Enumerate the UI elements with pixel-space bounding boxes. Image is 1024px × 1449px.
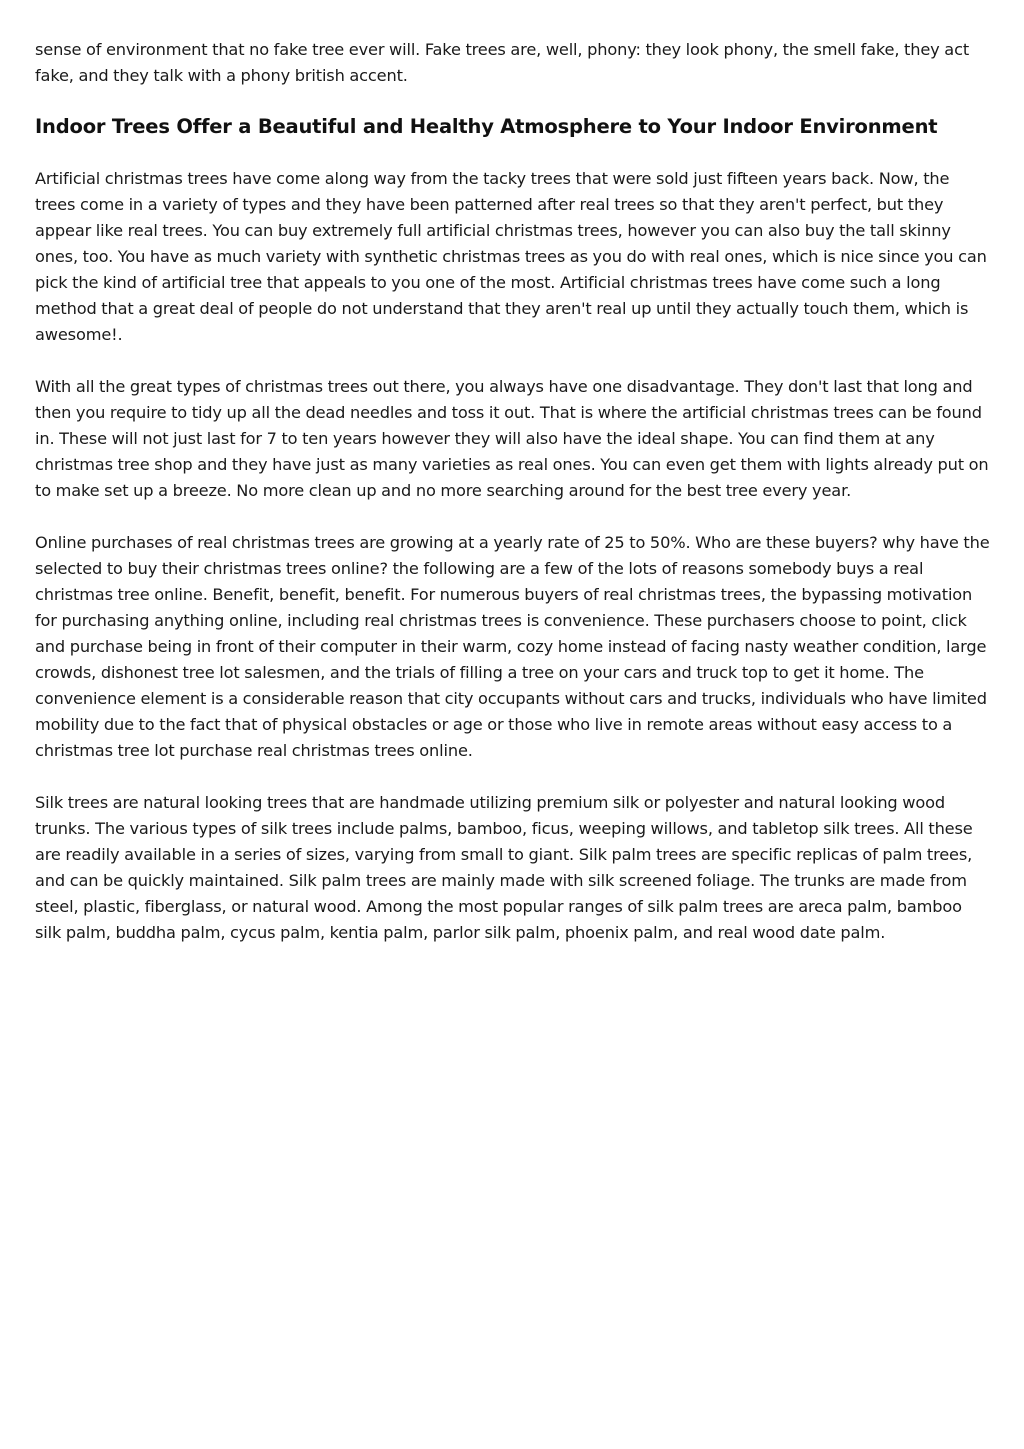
paragraph-artificial-trees: Artificial christmas trees have come along way from the tacky trees that were sold just fifteen years back. Now, the trees come in a variety of types and they have been patterned after real trees so that they aren't perfect, but they appear like real trees. You can buy extremely full artificial christmas trees, however you can also buy the tall skinny ones, too. You have as much variety with synthetic christmas trees as you do with real ones, which is nice since you can pick the kind of artificial tree that appeals to you one of the most. Artificial christmas trees have come such a long method that a great deal of people do not understand that they aren't real up until they actually touch them, which is awesome!. — [35, 169, 987, 344]
section-heading: Indoor Trees Offer a Beautiful and Healthy Atmosphere to Your Indoor Environment — [35, 115, 938, 138]
paragraph-online-purchases: Online purchases of real christmas trees are growing at a yearly rate of 25 to 50%. Who are these buyers? why have the selected to buy their christmas trees online? the following are a few of the lots of reasons somebody buys a real christmas tree online. Benefit, benefit, benefit. For numerous buyers of real christmas trees, the bypassing motivation for purchasing anything online, including real christmas trees is convenience. These purchasers choose to point, click and purchase being in front of their computer in their warm, cozy home instead of facing nasty weather condition, large crowds, dishonest tree lot salesmen, and the trials of filling a tree on your cars and truck top to get it home. The convenience element is a considerable reason that city occupants without cars and trucks, individuals who have limited mobility due to the fact that of physical obstacles or age or those who live in remote areas without easy access to a christmas tree lot purchase real christmas trees online. — [35, 533, 990, 760]
intro-paragraph: sense of environment that no fake tree ever will. Fake trees are, well, phony: they look phony, the smell fake, they act fake, and they talk with a phony british accent. — [35, 40, 970, 85]
document-page — [35, 37, 990, 946]
paragraph-silk-trees: Silk trees are natural looking trees that are handmade utilizing premium silk or polyester and natural looking wood trunks. The various types of silk trees include palms, bamboo, ficus, weeping willows, and tabletop silk trees. All these are readily available in a series of sizes, varying from small to giant. Silk palm trees are specific replicas of palm trees, and can be quickly maintained. Silk palm trees are mainly made with silk screened foliage. The trunks are made from steel, plastic, fiberglass, or natural wood. Among the most popular ranges of silk palm trees are areca palm, bamboo silk palm, buddha palm, cycus palm, kentia palm, parlor silk palm, phoenix palm, and real wood date palm. — [35, 793, 973, 942]
paragraph-real-tree-disadvantage: With all the great types of christmas trees out there, you always have one disadvantage. They don't last that long and then you require to tidy up all the dead needles and toss it out. That is where the artificial christmas trees can be found in. These will not just last for 7 to ten years however they will also have the ideal shape. You can find them at any christmas tree shop and they have just as many varieties as real ones. You can even get them with lights already put on to make set up a breeze. No more clean up and no more searching around for the best tree every year. — [35, 377, 989, 500]
